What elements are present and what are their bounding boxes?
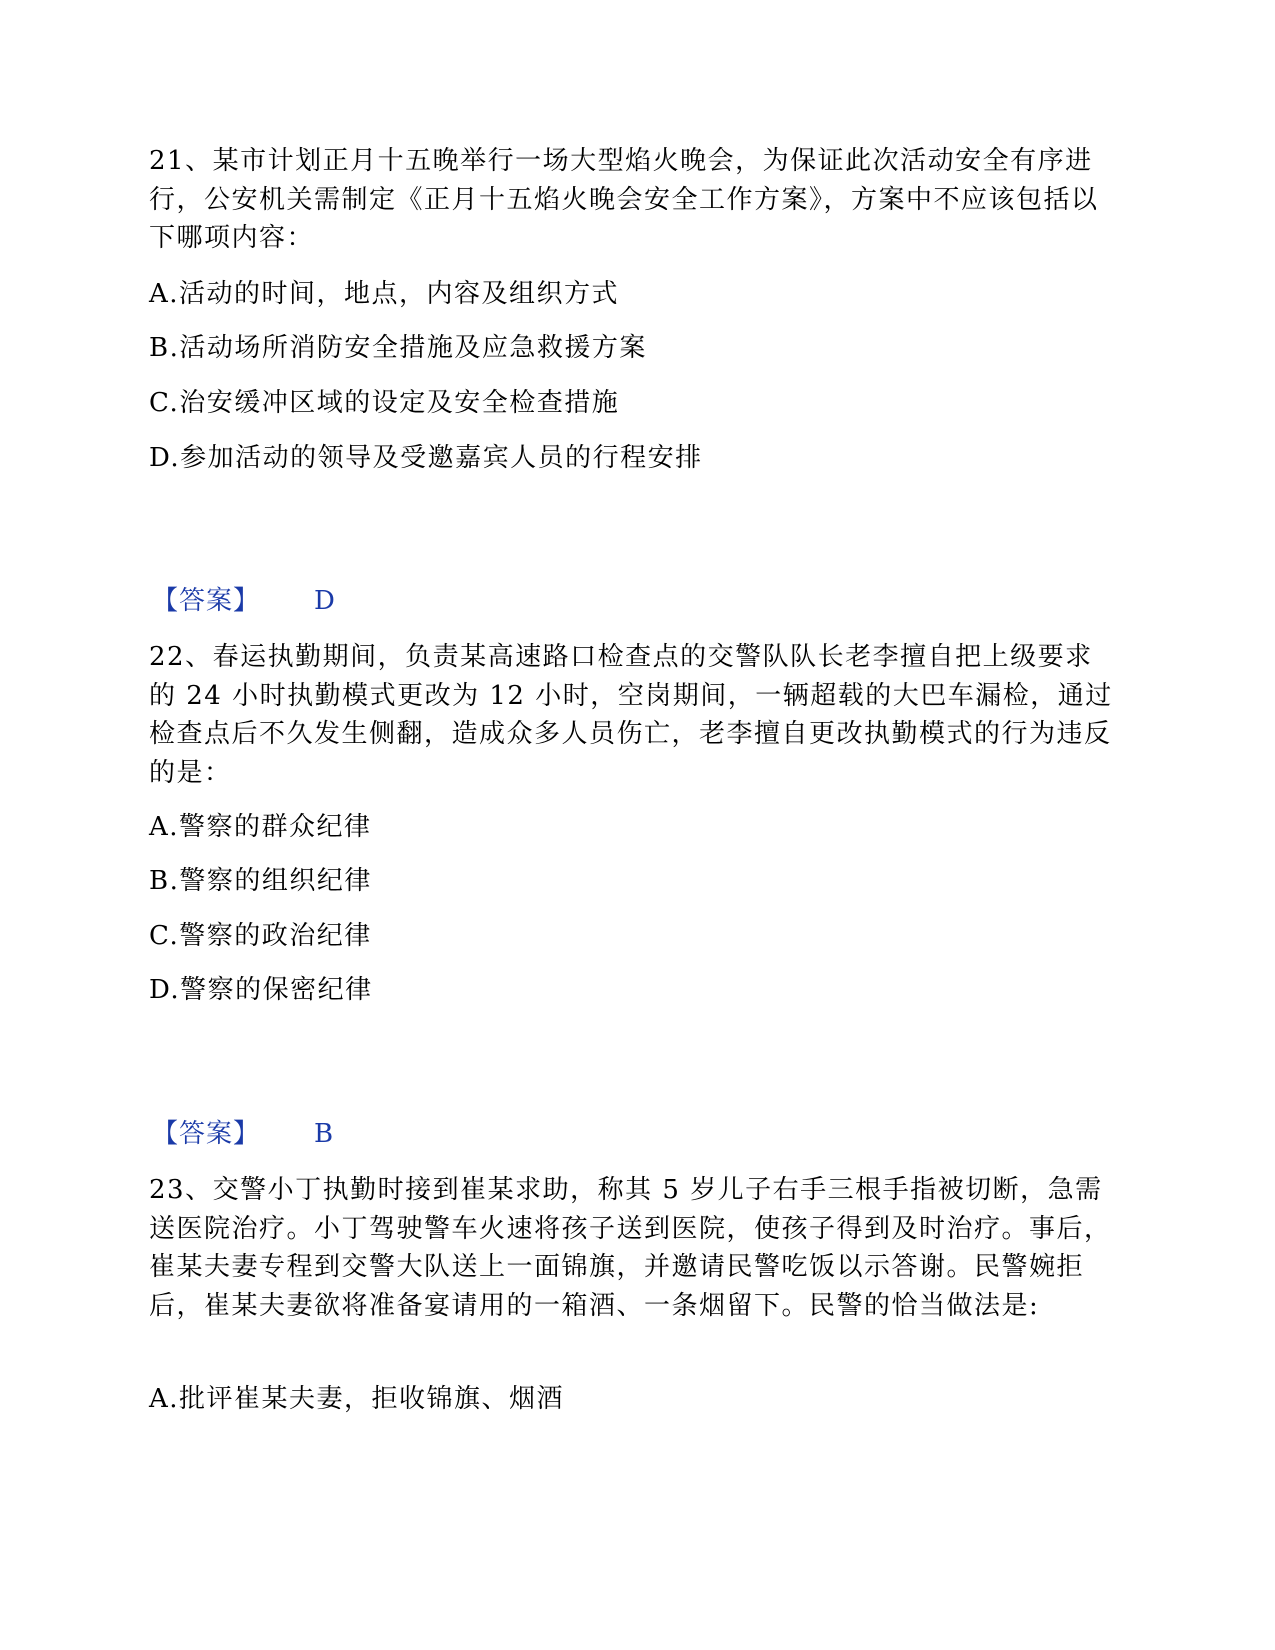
question-22-answer <box>152 1117 333 1151</box>
question-21-stem: 21、某市计划正月十五晚举行一场大型焰火晚会，为保证此次活动安全有序进行，公安机关需制定《正月十五焰火晚会安全工作方案》，方案中不应该包括以下哪项内容： <box>149 146 1099 253</box>
question-21-option-b: B.活动场所消防安全措施及应急救援方案 <box>149 333 647 363</box>
question-23-option-a: A.批评崔某夫妻，拒收锦旗、烟酒 <box>149 1384 565 1414</box>
answer-label: 【答案】 <box>152 586 261 616</box>
question-21-option-a: A.活动的时间，地点，内容及组织方式 <box>149 279 620 309</box>
answer-value: D <box>314 586 335 616</box>
question-21-answer <box>152 584 335 618</box>
question-23-stem: 23、交警小丁执勤时接到崔某求助，称其 5 岁儿子右手三根手指被切断，急需送医院治疗。小丁驾驶警车火速将孩子送到医院，使孩子得到及时治疗。事后，崔某夫妻专程到交警大队送上一面锦旗，并邀请民警吃饭以示答谢。民警婉拒后，崔某夫妻欲将准备宴请用的一箱酒、一条烟留下。民警的恰当做法是: <box>149 1175 1112 1321</box>
question-22-option-b: B.警察的组织纪律 <box>149 866 372 896</box>
question-22-option-c: C.警察的政治纪律 <box>149 921 372 951</box>
question-22-option-a: A.警察的群众纪律 <box>149 812 372 842</box>
question-21-option-c: C.治安缓冲区域的设定及安全检查措施 <box>149 388 620 418</box>
answer-label: 【答案】 <box>152 1119 261 1149</box>
answer-value: B <box>314 1119 334 1149</box>
question-21-option-d: D.参加活动的领导及受邀嘉宾人员的行程安排 <box>149 443 703 473</box>
question-22-stem: 22、春运执勤期间，负责某高速路口检查点的交警队队长老李擅自把上级要求的 24 小时执勤模式更改为 12 小时，空岗期间，一辆超载的大巴车漏检，通过检查点后不久发生侧翻，造成众多人员伤亡，老李擅自更改执勤模式的行为违反的是： <box>149 642 1113 788</box>
question-22-option-d: D.警察的保密纪律 <box>149 975 373 1005</box>
